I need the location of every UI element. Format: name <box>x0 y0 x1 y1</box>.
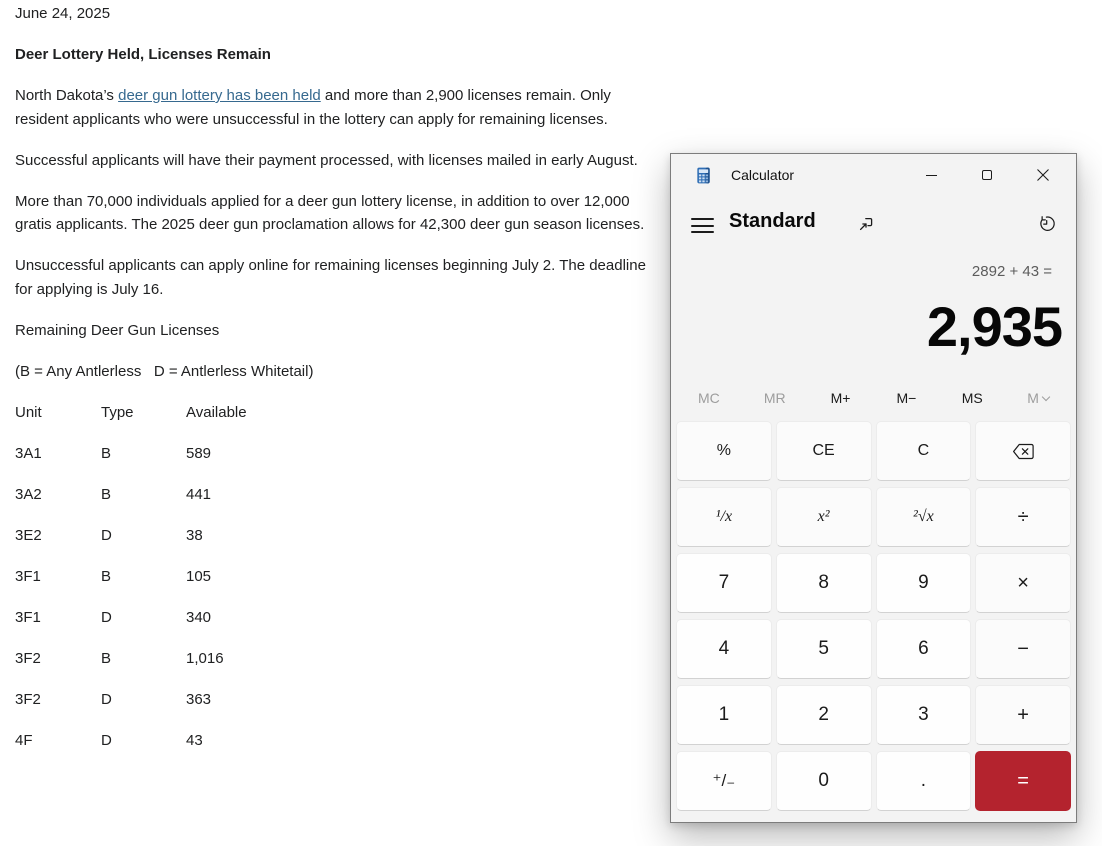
col-header-available: Available <box>186 403 247 421</box>
maximize-icon <box>982 170 992 180</box>
digit-8-button[interactable]: 8 <box>776 553 872 613</box>
cell-type: B <box>101 485 112 503</box>
keypad <box>676 421 1071 811</box>
calculator-nav <box>671 202 1076 248</box>
calculator-icon <box>695 167 712 184</box>
reciprocal-button[interactable]: ¹/x <box>676 487 772 547</box>
cell-type: D <box>101 690 112 708</box>
chevron-down-icon <box>1042 392 1050 400</box>
calculator-titlebar[interactable] <box>671 154 1076 198</box>
window-title: Calculator <box>731 167 795 183</box>
backspace-icon <box>1012 443 1035 460</box>
paragraph-1-text: North Dakota’s <box>15 87 119 104</box>
history-icon <box>1037 214 1056 233</box>
cell-available: 363 <box>186 690 212 708</box>
cell-type: D <box>101 526 112 544</box>
cell-unit: 3F2 <box>15 649 41 667</box>
cell-type: B <box>101 444 112 462</box>
paragraph-4: Unsuccessful applicants can apply online for remaining licenses beginning July 2. The deadline for applying is July 16. <box>15 257 646 298</box>
cell-type: D <box>101 731 112 749</box>
cell-available: 1,016 <box>186 649 224 667</box>
paragraph-1 <box>15 84 665 131</box>
close-button[interactable] <box>1015 158 1071 192</box>
memory-clear-button[interactable]: MC <box>698 390 720 406</box>
keep-on-top-button[interactable] <box>857 215 875 233</box>
article-date: June 24, 2025 <box>15 5 111 22</box>
subtract-button[interactable]: − <box>975 619 1071 679</box>
digit-1-button[interactable]: 1 <box>676 685 772 745</box>
cell-type: B <box>101 649 112 667</box>
table-row <box>15 729 665 753</box>
close-icon <box>1037 169 1049 181</box>
cell-unit: 3F1 <box>15 608 41 626</box>
calculator-window <box>670 153 1077 823</box>
cell-available: 441 <box>186 485 212 503</box>
cell-type: B <box>101 567 112 585</box>
minimize-button[interactable] <box>903 158 959 192</box>
memory-store-button[interactable]: MS <box>961 390 983 406</box>
article <box>15 2 665 770</box>
percent-button[interactable]: % <box>676 421 772 481</box>
table-row <box>15 688 665 712</box>
memory-add-button[interactable]: M+ <box>830 390 851 406</box>
memory-flyout-button[interactable] <box>1005 384 1071 412</box>
menu-button[interactable] <box>691 218 714 233</box>
hamburger-icon <box>691 218 714 220</box>
cell-unit: 3F2 <box>15 690 41 708</box>
divide-button[interactable]: ÷ <box>975 487 1071 547</box>
cell-available: 589 <box>186 444 212 462</box>
table-row <box>15 442 665 466</box>
deer-lottery-link[interactable]: deer gun lottery has been held <box>118 87 321 104</box>
paragraph-3: More than 70,000 individuals applied for a deer gun lottery license, in addition to over 12,000 gratis applicants. The 2025 deer gun proclamation allows for 42,300 deer gun season licenses. <box>15 192 645 233</box>
digit-9-button[interactable]: 9 <box>876 553 972 613</box>
article-subhead: Remaining Deer Gun Licenses <box>15 321 220 339</box>
digit-6-button[interactable]: 6 <box>876 619 972 679</box>
cell-unit: 3E2 <box>15 526 42 544</box>
add-button[interactable]: + <box>975 685 1071 745</box>
cell-unit: 3A2 <box>15 485 42 503</box>
article-heading: Deer Lottery Held, Licenses Remain <box>15 46 271 63</box>
decimal-button[interactable]: . <box>876 751 972 811</box>
backspace-button[interactable] <box>975 421 1071 481</box>
table-row <box>15 606 665 630</box>
digit-7-button[interactable]: 7 <box>676 553 772 613</box>
digit-3-button[interactable]: 3 <box>876 685 972 745</box>
table-row <box>15 524 665 548</box>
cell-available: 105 <box>186 567 212 585</box>
col-header-type: Type <box>101 403 134 421</box>
display-expression: 2892 + 43 = <box>971 263 1052 280</box>
minimize-icon <box>926 175 937 176</box>
mode-label: Standard <box>729 210 816 232</box>
cell-unit: 3F1 <box>15 567 41 585</box>
digit-0-button[interactable]: 0 <box>776 751 872 811</box>
memory-flyout-label: M <box>1027 390 1039 406</box>
cell-type: D <box>101 608 112 626</box>
history-button[interactable] <box>1037 214 1056 233</box>
multiply-button[interactable]: × <box>975 553 1071 613</box>
keep-on-top-icon <box>857 215 875 233</box>
table-row <box>15 565 665 589</box>
memory-subtract-button[interactable]: M− <box>896 390 917 406</box>
table-row <box>15 647 665 671</box>
table-legend: (B = Any Antlerless D = Antlerless Whitetail) <box>15 362 314 380</box>
cell-available: 43 <box>186 731 203 749</box>
cell-unit: 4F <box>15 731 33 749</box>
memory-recall-button[interactable]: MR <box>763 390 786 406</box>
clear-button[interactable]: C <box>876 421 972 481</box>
table-header-row <box>15 401 665 425</box>
maximize-button[interactable] <box>959 158 1015 192</box>
col-header-unit: Unit <box>15 403 42 421</box>
paragraph-1-text-after: and more than 2,900 licenses remain. Only resident applicants who were unsuccessful in the lottery can apply for remaining licenses. <box>15 87 611 128</box>
cell-unit: 3A1 <box>15 444 42 462</box>
digit-4-button[interactable]: 4 <box>676 619 772 679</box>
memory-row <box>676 384 1071 412</box>
digit-5-button[interactable]: 5 <box>776 619 872 679</box>
table-row <box>15 483 665 507</box>
equals-button[interactable]: = <box>975 751 1071 811</box>
digit-2-button[interactable]: 2 <box>776 685 872 745</box>
square-button[interactable]: x² <box>776 487 872 547</box>
display-result: 2,935 <box>926 295 1062 358</box>
plus-minus-button[interactable]: ⁺/₋ <box>676 751 772 811</box>
cell-available: 340 <box>186 608 212 626</box>
window-controls <box>903 158 1071 192</box>
square-root-button[interactable]: ²√x <box>876 487 972 547</box>
cell-available: 38 <box>186 526 203 544</box>
clear-entry-button[interactable]: CE <box>776 421 872 481</box>
paragraph-2: Successful applicants will have their payment processed, with licenses mailed in early August. <box>15 151 638 169</box>
